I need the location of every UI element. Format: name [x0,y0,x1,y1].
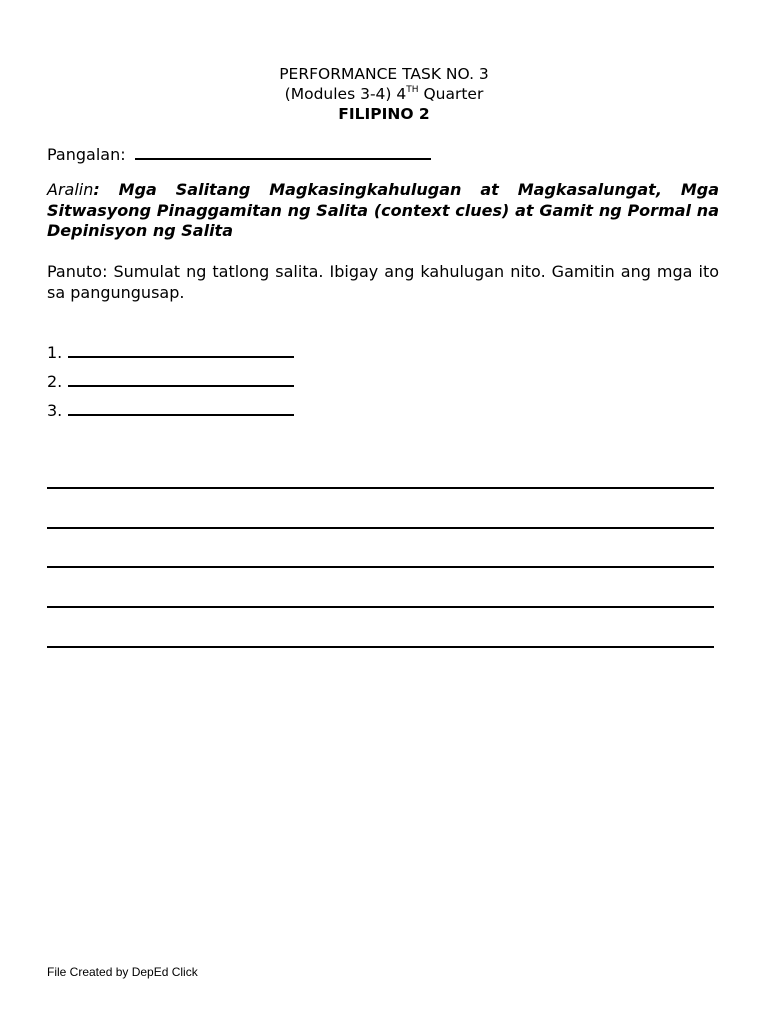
lesson-title: : Mga Salitang Magkasingkahulugan at Magkasalungat, Mga Sitwasyong Pinaggamitan ng Salita (context clues) at Gamit ng Pormal na Depinisyon ng Salita [47,180,719,240]
answer-item-number: 1. [47,343,63,362]
answer-item-2 [47,370,294,392]
writing-line[interactable] [47,527,714,529]
answer-item-1 [47,341,294,363]
modules-superscript: TH [406,84,419,95]
name-label: Pangalan: [47,145,126,164]
answer-item-number: 3. [47,401,63,420]
name-field [47,141,431,166]
footer-credit: File Created by DepEd Click [47,965,198,979]
writing-line[interactable] [47,487,714,489]
answer-item-number: 2. [47,372,63,391]
writing-line[interactable] [47,566,714,568]
lesson-label: Aralin [47,180,94,199]
answer-item-3 [47,399,294,421]
modules-prefix: (Modules 3-4) 4 [284,85,407,103]
answer-item-blank[interactable] [68,370,294,387]
task-title: PERFORMANCE TASK NO. 3 [279,65,489,83]
writing-line[interactable] [47,606,714,608]
answer-item-blank[interactable] [68,341,294,358]
name-blank-line[interactable] [135,141,431,160]
modules-suffix: Quarter [418,85,484,103]
lesson-block [47,180,719,242]
subject-title: FILIPINO 2 [338,105,430,123]
instructions: Panuto: Sumulat ng tatlong salita. Ibigay ang kahulugan nito. Gamitin ang mga ito sa pangungusap. [47,262,719,302]
answer-item-blank[interactable] [68,399,294,416]
writing-line[interactable] [47,646,714,648]
modules-quarter-line [0,84,768,104]
